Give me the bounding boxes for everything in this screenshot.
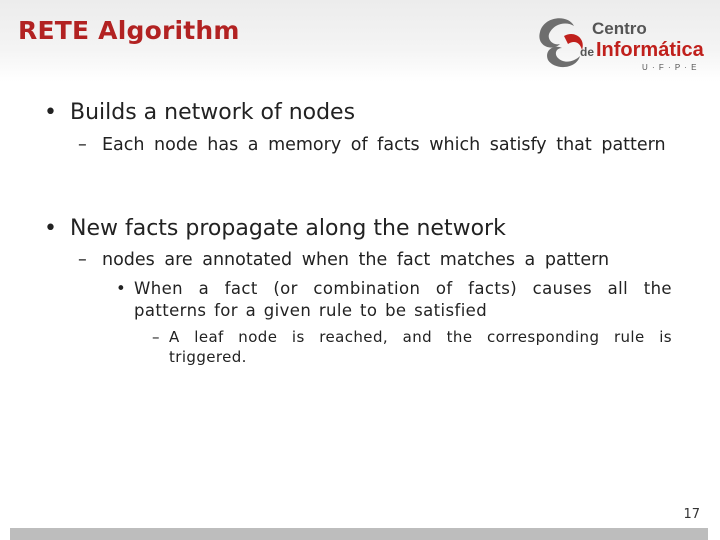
bullet-dot: • — [44, 100, 57, 125]
sub-bullet-text: nodes are annotated when the fact matches a pattern — [102, 250, 610, 270]
footer-bar — [10, 528, 708, 540]
page-number: 17 — [683, 507, 700, 522]
sub-bullet-dash: – — [78, 135, 87, 155]
sub-sub-bullet-item — [116, 278, 672, 322]
bullet-text: Builds a network of nodes — [70, 100, 356, 125]
level4-bullet-item — [152, 327, 672, 367]
sub-bullet-item — [78, 248, 672, 272]
sub-sub-bullet-dot: • — [116, 279, 127, 298]
logo-line2-main: Informática — [596, 39, 704, 61]
logo-line1: Centro — [592, 19, 647, 38]
sub-sub-bullet-text: When a fact (or combination of facts) causes all the patterns for a given rule to be satisfied — [134, 279, 672, 320]
level4-bullet-text: A leaf node is reached, and the corresponding rule is triggered. — [169, 328, 672, 366]
logo-line2-prefix: de — [580, 45, 595, 59]
level4-bullet-dash: – — [152, 328, 160, 346]
sub-bullet-text: Each node has a memory of facts which satisfy that pattern — [102, 135, 666, 155]
bullet-dot: • — [44, 216, 57, 241]
bullet-text: New facts propagate along the network — [70, 216, 506, 241]
sub-bullet-dash: – — [78, 250, 87, 270]
sub-bullet-item — [78, 133, 672, 157]
logo-line3: U · F · P · E — [642, 63, 698, 72]
slide-title: RETE Algorithm — [18, 16, 240, 45]
